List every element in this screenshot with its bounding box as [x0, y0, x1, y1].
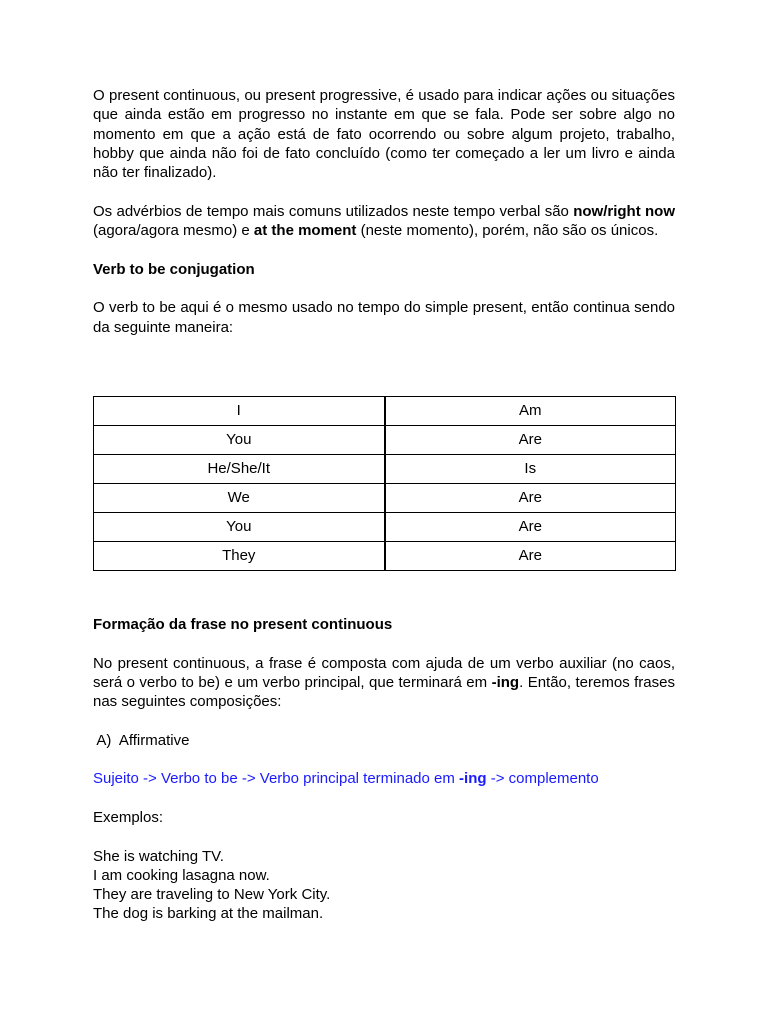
- table-row: [94, 426, 676, 455]
- intro-paragraph: O present continuous, ou present progressive, é usado para indicar ações ou situações que ainda estão em progresso no instante em que se fala. Pode ser sobre algo no momento em que a ação está de fato ocorrendo ou sobre algum projeto, trabalho, hobby que ainda não foi de fato concluído (como ter começado a ler um livro e ainda não ter finalizado).: [93, 87, 675, 182]
- table-row: [94, 484, 676, 513]
- formation-heading: Formação da frase no present continuous: [93, 616, 393, 633]
- verb-cell: Am: [385, 397, 676, 426]
- pronoun-cell: You: [94, 426, 385, 455]
- conjugation-table: [93, 396, 676, 571]
- pronoun-cell: I: [94, 397, 385, 426]
- table-row: [94, 455, 676, 484]
- conjugation-text: O verb to be aqui é o mesmo usado no tempo do simple present, então continua sendo da seguinte maneira:: [93, 299, 675, 336]
- conjugation-heading: Verb to be conjugation: [93, 260, 255, 278]
- example-line: They are traveling to New York City.: [93, 886, 331, 904]
- formula-ing: -ing: [459, 770, 487, 788]
- adverbs-text-2: (agora/agora mesmo) e: [93, 222, 254, 240]
- example-line: The dog is barking at the mailman.: [93, 905, 324, 923]
- table-row: [94, 542, 676, 571]
- table-row: [94, 397, 676, 426]
- affirmative-item: A) Affirmative: [93, 731, 190, 749]
- ing-suffix: -ing: [491, 673, 520, 691]
- pronoun-cell: We: [94, 484, 385, 513]
- verb-cell: Is: [385, 455, 676, 484]
- adverbs-text-3: (neste momento), porém, não são os únicos.: [356, 222, 659, 240]
- pronoun-cell: They: [94, 542, 385, 571]
- verb-cell: Are: [385, 426, 676, 455]
- adverb-now: now/right now: [573, 202, 675, 220]
- examples-label: Exemplos:: [93, 808, 164, 826]
- formula-text-2: -> complemento: [486, 770, 599, 788]
- pronoun-cell: You: [94, 513, 385, 542]
- formation-section: [93, 615, 675, 924]
- verb-cell: Are: [385, 513, 676, 542]
- intro-section: [93, 86, 675, 337]
- adverb-at-the-moment: at the moment: [253, 222, 357, 240]
- formation-text-2: . Então, teremos frases nas seguintes composições:: [93, 673, 675, 711]
- adverbs-paragraph: [93, 202, 675, 241]
- affirmative-formula: [93, 769, 675, 788]
- formation-text: [93, 654, 675, 712]
- formation-text-1: No present continuous, a frase é composta com ajuda de um verbo auxiliar (no caos, será o verbo to be) e um verbo principal, que terminará em: [93, 654, 675, 691]
- adverbs-text-1: Os advérbios de tempo mais comuns utilizados neste tempo verbal são: [93, 202, 574, 220]
- verb-cell: Are: [385, 484, 676, 513]
- example-line: I am cooking lasagna now.: [93, 866, 270, 884]
- formula-text-1: Sujeito -> Verbo to be -> Verbo principal terminado em: [93, 770, 460, 788]
- pronoun-cell: He/She/It: [94, 455, 385, 484]
- table-row: [94, 513, 676, 542]
- example-line: She is watching TV.: [93, 847, 224, 865]
- verb-cell: Are: [385, 542, 676, 571]
